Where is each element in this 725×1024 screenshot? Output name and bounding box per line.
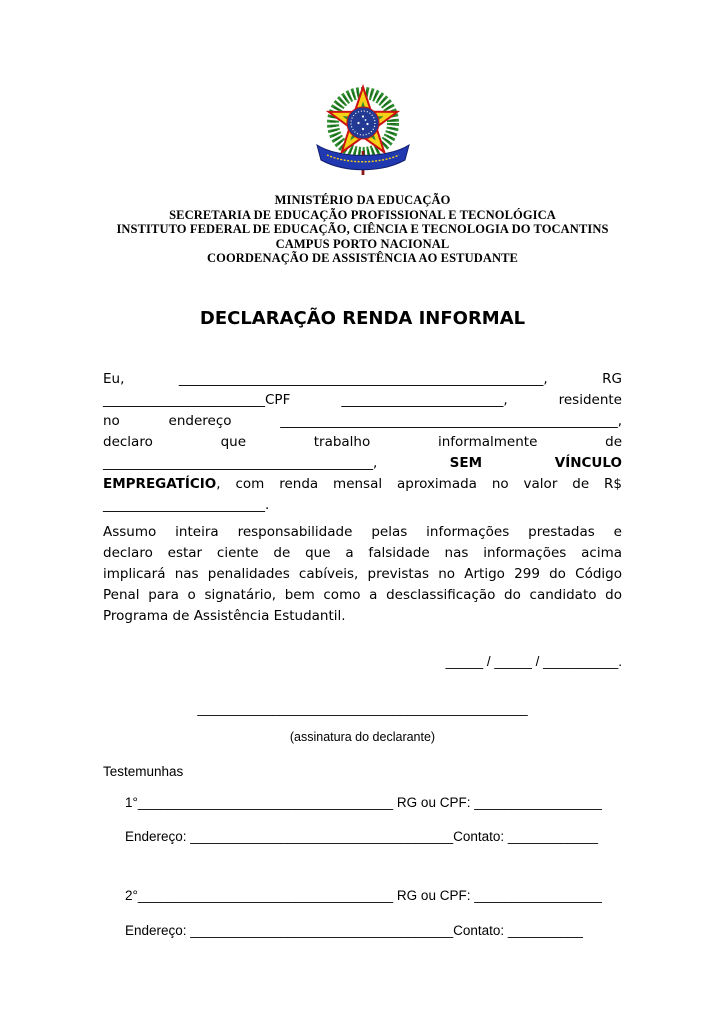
declaration-line-1: Eu, ______________________________________________________, RG	[103, 370, 622, 387]
emphasis-sem-vinculo: SEM VÍNCULO	[449, 454, 622, 471]
header-line-coordination: COORDENAÇÃO DE ASSISTÊNCIA AO ESTUDANTE	[207, 251, 518, 265]
date-blank-line: _____ / _____ / __________.	[445, 653, 622, 669]
declaration-line-3: no endereço __________________________________________________,	[103, 412, 622, 429]
header-line-campus: CAMPUS PORTO NACIONAL	[275, 236, 450, 251]
witnesses-heading: Testemunhas	[103, 763, 184, 779]
institution-header	[103, 193, 622, 266]
responsibility-line-3: implicará nas penalidades cabíveis, previstas no Artigo 299 do Código	[103, 565, 622, 582]
brazil-coat-of-arms-icon	[305, 83, 421, 179]
responsibility-paragraph	[103, 522, 622, 627]
header-line-secretariat: SECRETARIA DE EDUCAÇÃO PROFISSIONAL E TECNOLÓGICA	[169, 207, 556, 222]
declaration-line-5	[103, 453, 622, 474]
responsibility-line-1: Assumo inteira responsabilidade pelas informações prestadas e	[103, 523, 622, 540]
occupation-blank: ________________________________________,	[103, 454, 378, 471]
document-title: DECLARAÇÃO RENDA INFORMAL	[199, 307, 526, 329]
declaration-line-6	[103, 474, 622, 495]
declaration-paragraph	[103, 369, 622, 516]
signature-line: ____________________________________________	[197, 700, 528, 716]
witness-2-name-line: 2°__________________________________ RG ou CPF: _________________	[125, 887, 602, 903]
emphasis-empregaticio: EMPREGATÍCIO	[103, 475, 217, 492]
header-line-ministry: MINISTÉRIO DA EDUCAÇÃO	[274, 193, 451, 207]
witness-2-address-line: Endereço: ___________________________________Contato: __________	[125, 922, 583, 938]
declaration-line-2: ________________________CPF ________________________, residente	[103, 391, 622, 408]
responsibility-line-4: Penal para o signatário, bem como a desclassificação do candidato do	[103, 586, 622, 603]
declaration-line-4: declaro que trabalho informalmente de	[103, 433, 622, 450]
signature-caption: (assinatura do declarante)	[289, 729, 436, 744]
responsibility-line-2: declaro estar ciente de que a falsidade nas informações acima	[103, 544, 622, 561]
header-line-institute: INSTITUTO FEDERAL DE EDUCAÇÃO, CIÊNCIA E TECNOLOGIA DO TOCANTINS	[116, 222, 609, 236]
declaration-line-6-rest: , com renda mensal aproximada no valor de R$	[216, 475, 622, 492]
witness-1-address-line: Endereço: ___________________________________Contato: ____________	[125, 828, 598, 844]
responsibility-line-5: Programa de Assistência Estudantil.	[103, 607, 346, 624]
income-value-blank: ________________________.	[103, 496, 270, 513]
witness-1-name-line: 1°__________________________________ RG ou CPF: _________________	[125, 794, 602, 810]
